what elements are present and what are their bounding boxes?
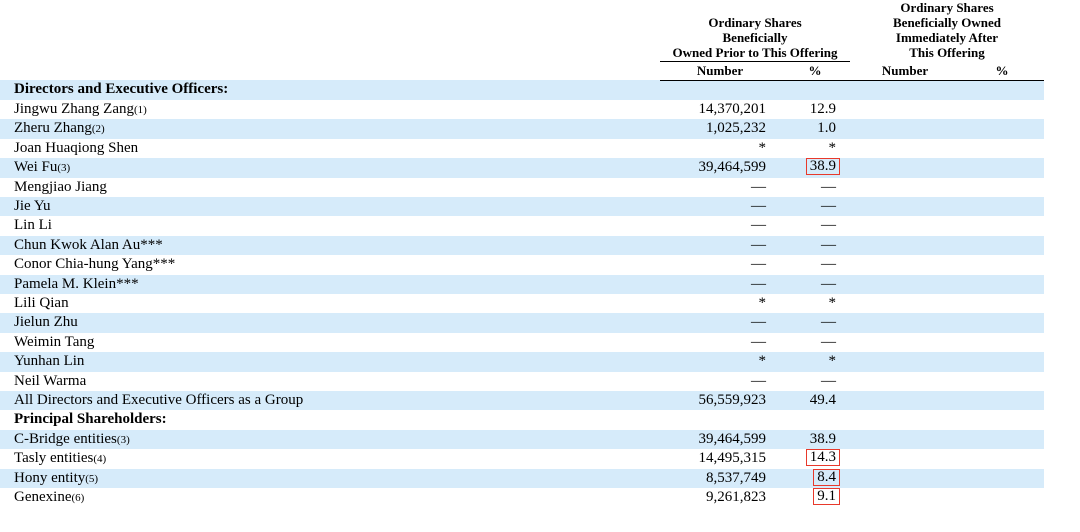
footnote-marker: (4)	[93, 453, 107, 466]
cell-number-after	[850, 178, 960, 197]
cell-percent-prior: —	[780, 333, 850, 352]
cell-number-after	[850, 216, 960, 235]
table-row	[0, 197, 1044, 216]
cell-percent-after	[960, 100, 1044, 119]
cell-number-after	[850, 333, 960, 352]
cell-number-prior: —	[660, 216, 780, 235]
row-label: Neil Warma	[0, 372, 660, 391]
row-label: All Directors and Executive Officers as a Group	[0, 391, 660, 410]
cell-number-after	[850, 313, 960, 332]
cell-number-prior: —	[660, 313, 780, 332]
cell-number-after	[850, 158, 960, 177]
cell-percent-prior	[780, 488, 850, 507]
table-row	[0, 410, 1044, 429]
table-row	[0, 391, 1044, 410]
group-header-line: This Offering	[909, 45, 985, 60]
row-label: Chun Kwok Alan Au***	[0, 236, 660, 255]
cell-percent-after	[960, 80, 1044, 100]
cell-percent-after	[960, 333, 1044, 352]
group-header-prior-offering	[660, 0, 850, 61]
cell-percent-after	[960, 430, 1044, 449]
table-row	[0, 236, 1044, 255]
table-row	[0, 430, 1044, 449]
cell-number-prior: 1,025,232	[660, 119, 780, 138]
row-label: Jingwu Zhang Zang(1)	[0, 100, 660, 119]
highlight-box: 38.9	[806, 158, 840, 175]
row-label: Principal Shareholders:	[0, 410, 660, 429]
cell-percent-after	[960, 216, 1044, 235]
cell-percent-prior: 49.4	[780, 391, 850, 410]
row-label: Zheru Zhang(2)	[0, 119, 660, 138]
column-header-number-prior: Number	[660, 61, 780, 80]
cell-number-prior: 39,464,599	[660, 158, 780, 177]
cell-number-prior	[660, 410, 780, 429]
table-header	[0, 0, 1044, 80]
row-label: Hony entity(5)	[0, 469, 660, 488]
cell-number-after	[850, 139, 960, 158]
cell-percent-prior: —	[780, 313, 850, 332]
cell-percent-after	[960, 139, 1044, 158]
cell-number-after	[850, 255, 960, 274]
spacer-cell	[0, 61, 660, 80]
cell-number-prior: 9,261,823	[660, 488, 780, 507]
row-label: C-Bridge entities(3)	[0, 430, 660, 449]
cell-percent-after	[960, 158, 1044, 177]
cell-percent-after	[960, 119, 1044, 138]
cell-percent-prior	[780, 469, 850, 488]
cell-number-prior: 56,559,923	[660, 391, 780, 410]
row-label: Lili Qian	[0, 294, 660, 313]
cell-percent-prior	[780, 158, 850, 177]
cell-number-after	[850, 449, 960, 468]
cell-number-prior: —	[660, 333, 780, 352]
cell-number-after	[850, 275, 960, 294]
cell-percent-after	[960, 488, 1044, 507]
group-header-line: Beneficially Owned	[893, 15, 1001, 30]
table-body	[0, 80, 1044, 507]
column-header-percent-prior: %	[780, 61, 850, 80]
row-label: Weimin Tang	[0, 333, 660, 352]
cell-number-prior: —	[660, 178, 780, 197]
cell-percent-after	[960, 275, 1044, 294]
cell-percent-prior: *	[780, 294, 850, 313]
table-row	[0, 469, 1044, 488]
cell-number-after	[850, 294, 960, 313]
cell-percent-prior: —	[780, 178, 850, 197]
footnote-marker: (3)	[116, 433, 130, 446]
footnote-marker: (6)	[71, 492, 85, 505]
cell-percent-after	[960, 391, 1044, 410]
table-row	[0, 449, 1044, 468]
table-row	[0, 313, 1044, 332]
group-header-line: Owned Prior to This Offering	[672, 44, 838, 60]
group-header-line: Ordinary Shares	[900, 0, 994, 15]
cell-number-after	[850, 100, 960, 119]
row-label: Genexine(6)	[0, 488, 660, 507]
cell-number-prior	[660, 80, 780, 100]
cell-percent-after	[960, 313, 1044, 332]
row-label: Lin Li	[0, 216, 660, 235]
cell-number-prior: *	[660, 139, 780, 158]
cell-number-after	[850, 488, 960, 507]
cell-percent-after	[960, 255, 1044, 274]
footnote-marker: (2)	[91, 123, 105, 136]
cell-number-after	[850, 352, 960, 371]
cell-percent-after	[960, 236, 1044, 255]
footnote-marker: (5)	[85, 472, 99, 485]
row-label: Jielun Zhu	[0, 313, 660, 332]
cell-percent-prior: —	[780, 255, 850, 274]
table-row	[0, 216, 1044, 235]
cell-number-after	[850, 119, 960, 138]
highlight-box: 14.3	[806, 449, 840, 466]
cell-number-prior: 39,464,599	[660, 430, 780, 449]
group-header-line: Beneficially	[722, 29, 788, 45]
cell-number-prior: *	[660, 294, 780, 313]
table-row	[0, 352, 1044, 371]
row-label: Wei Fu(3)	[0, 158, 660, 177]
group-header-line: Ordinary Shares	[708, 14, 802, 30]
table-row	[0, 139, 1044, 158]
table-row	[0, 178, 1044, 197]
table-row	[0, 275, 1044, 294]
row-label: Conor Chia-hung Yang***	[0, 255, 660, 274]
cell-number-after	[850, 410, 960, 429]
cell-number-prior: 14,495,315	[660, 449, 780, 468]
cell-number-after	[850, 372, 960, 391]
cell-number-prior: —	[660, 236, 780, 255]
cell-number-after	[850, 391, 960, 410]
cell-percent-after	[960, 197, 1044, 216]
highlight-box: 9.1	[813, 488, 840, 505]
cell-number-after	[850, 236, 960, 255]
cell-percent-after	[960, 178, 1044, 197]
table-row	[0, 158, 1044, 177]
row-label: Jie Yu	[0, 197, 660, 216]
table-row	[0, 255, 1044, 274]
cell-percent-prior	[780, 410, 850, 429]
cell-percent-after	[960, 410, 1044, 429]
column-header-percent-after: %	[960, 61, 1044, 80]
cell-percent-after	[960, 469, 1044, 488]
cell-number-prior: 8,537,749	[660, 469, 780, 488]
table-row	[0, 294, 1044, 313]
cell-number-prior: *	[660, 352, 780, 371]
table-row	[0, 119, 1044, 138]
cell-percent-after	[960, 449, 1044, 468]
row-label: Directors and Executive Officers:	[0, 80, 660, 100]
highlight-box: 8.4	[813, 469, 840, 486]
spacer-cell	[0, 0, 660, 61]
column-header-number-after: Number	[850, 61, 960, 80]
cell-number-after	[850, 197, 960, 216]
cell-percent-after	[960, 294, 1044, 313]
table-row	[0, 488, 1044, 507]
table-row	[0, 333, 1044, 352]
cell-number-prior: 14,370,201	[660, 100, 780, 119]
column-header-row	[0, 61, 1044, 80]
cell-percent-after	[960, 372, 1044, 391]
table-row	[0, 80, 1044, 100]
table-row	[0, 372, 1044, 391]
cell-number-prior: —	[660, 255, 780, 274]
cell-percent-prior: —	[780, 372, 850, 391]
cell-percent-prior: *	[780, 139, 850, 158]
cell-percent-prior: 12.9	[780, 100, 850, 119]
cell-percent-prior: 38.9	[780, 430, 850, 449]
cell-percent-prior: —	[780, 216, 850, 235]
row-label: Joan Huaqiong Shen	[0, 139, 660, 158]
cell-number-prior: —	[660, 197, 780, 216]
cell-percent-prior: —	[780, 236, 850, 255]
row-label: Mengjiao Jiang	[0, 178, 660, 197]
cell-number-after	[850, 469, 960, 488]
cell-number-prior: —	[660, 372, 780, 391]
footnote-marker: (3)	[57, 162, 71, 175]
cell-number-prior: —	[660, 275, 780, 294]
cell-percent-prior: 1.0	[780, 119, 850, 138]
cell-number-after	[850, 430, 960, 449]
row-label: Pamela M. Klein***	[0, 275, 660, 294]
footnote-marker: (1)	[133, 103, 147, 116]
row-label: Tasly entities(4)	[0, 449, 660, 468]
cell-percent-prior	[780, 80, 850, 100]
table-row	[0, 100, 1044, 119]
cell-percent-prior: —	[780, 275, 850, 294]
cell-percent-prior: *	[780, 352, 850, 371]
cell-percent-prior	[780, 449, 850, 468]
cell-percent-prior: —	[780, 197, 850, 216]
group-header-row	[0, 0, 1044, 61]
group-header-after-offering	[850, 0, 1044, 61]
group-header-line: Immediately After	[895, 30, 999, 45]
cell-percent-after	[960, 352, 1044, 371]
row-label: Yunhan Lin	[0, 352, 660, 371]
cell-number-after	[850, 80, 960, 100]
